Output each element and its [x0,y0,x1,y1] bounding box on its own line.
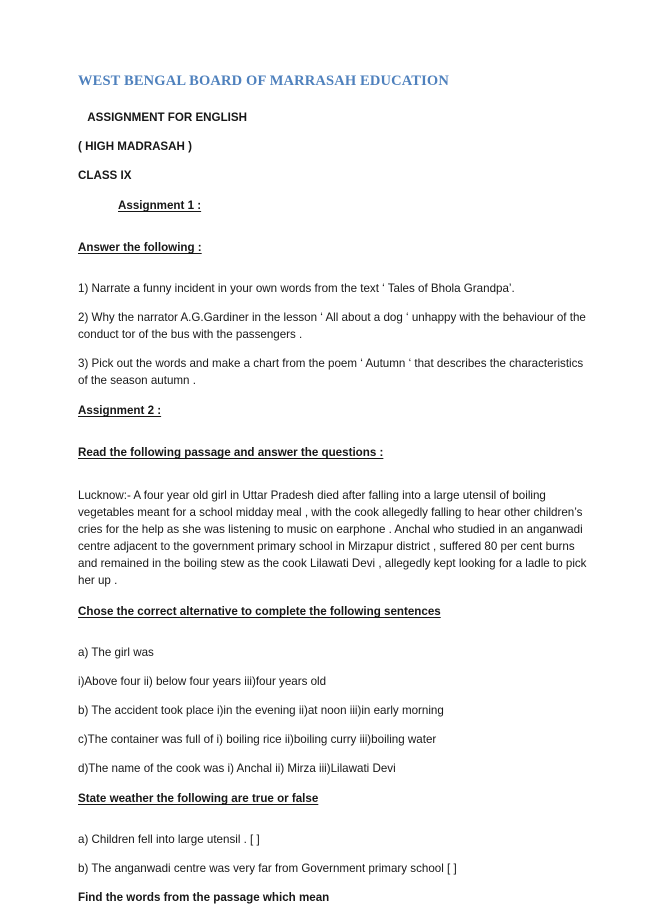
true-false-heading-row [78,789,596,819]
assignment-1-question-1: 1) Narrate a funny incident in your own words from the text ‘ Tales of Bhola Grandpa’. [78,282,515,296]
assignment-2-heading: Assignment 2 : [78,404,162,418]
document-title: WEST BENGAL BOARD OF MARRASAH EDUCATION [78,73,449,89]
mcq-options-a: i)Above four ii) below four years iii)four years old [78,675,327,689]
class-line: CLASS IX [78,169,132,183]
assignment-2-instruction: Read the following passage and answer the questions : [78,446,384,460]
assignment-1-heading-row [78,196,596,226]
reading-passage: Lucknow:- A four year old girl in Uttar Pradesh died after falling into a large utensil of boiling vegetables meant for a school midday meal , with the cook allegedly falling to hear other children’s cries for the help as she was listening to music on earphone . Anchal who studied in an anganwadi centre adjacent to the government primary school in Mirzapur district , suffered 80 per cent burns and remained in the boiling stew as the cook Lilawati Devi , allegedly kept looking for a ladle to pick her up . [78,489,587,588]
assignment-1-heading: Assignment 1 : [118,199,202,213]
mcq-heading: Chose the correct alternative to complete the following sentences [78,605,441,619]
assignment-2-instruction-row [78,443,596,473]
true-false-item-a: a) Children fell into large utensil . [ ] [78,833,260,847]
mcq-heading-row [78,602,596,632]
assignment-2-heading-row [78,401,596,431]
assignment-1-instruction-row [78,238,596,268]
assignment-1-question-3: 3) Pick out the words and make a chart from the poem ‘ Autumn ‘ that describes the characteristics of the season autumn . [78,357,587,388]
true-false-heading: State weather the following are true or false [78,792,319,806]
document-body [78,72,596,918]
mcq-item-a: a) The girl was [78,646,154,660]
mcq-item-d: d)The name of the cook was i) Anchal ii) Mirza iii)Lilawati Devi [78,762,396,776]
vocabulary-heading: Find the words from the passage which mean [78,891,330,905]
mcq-item-b: b) The accident took place i)in the evening ii)at noon iii)in early morning [78,704,444,718]
assignment-1-instruction: Answer the following : [78,241,202,255]
assignment-1-question-2: 2) Why the narrator A.G.Gardiner in the lesson ‘ All about a dog ‘ unhappy with the behaviour of the conduct tor of the bus with the passengers . [78,311,590,342]
assignment-subject-line: ASSIGNMENT FOR ENGLISH [84,111,247,125]
true-false-item-b: b) The anganwadi centre was very far from Government primary school [ ] [78,862,457,876]
mcq-item-c: c)The container was full of i) boiling rice ii)boiling curry iii)boiling water [78,733,437,747]
board-type-line: ( HIGH MADRASAH ) [78,140,192,154]
